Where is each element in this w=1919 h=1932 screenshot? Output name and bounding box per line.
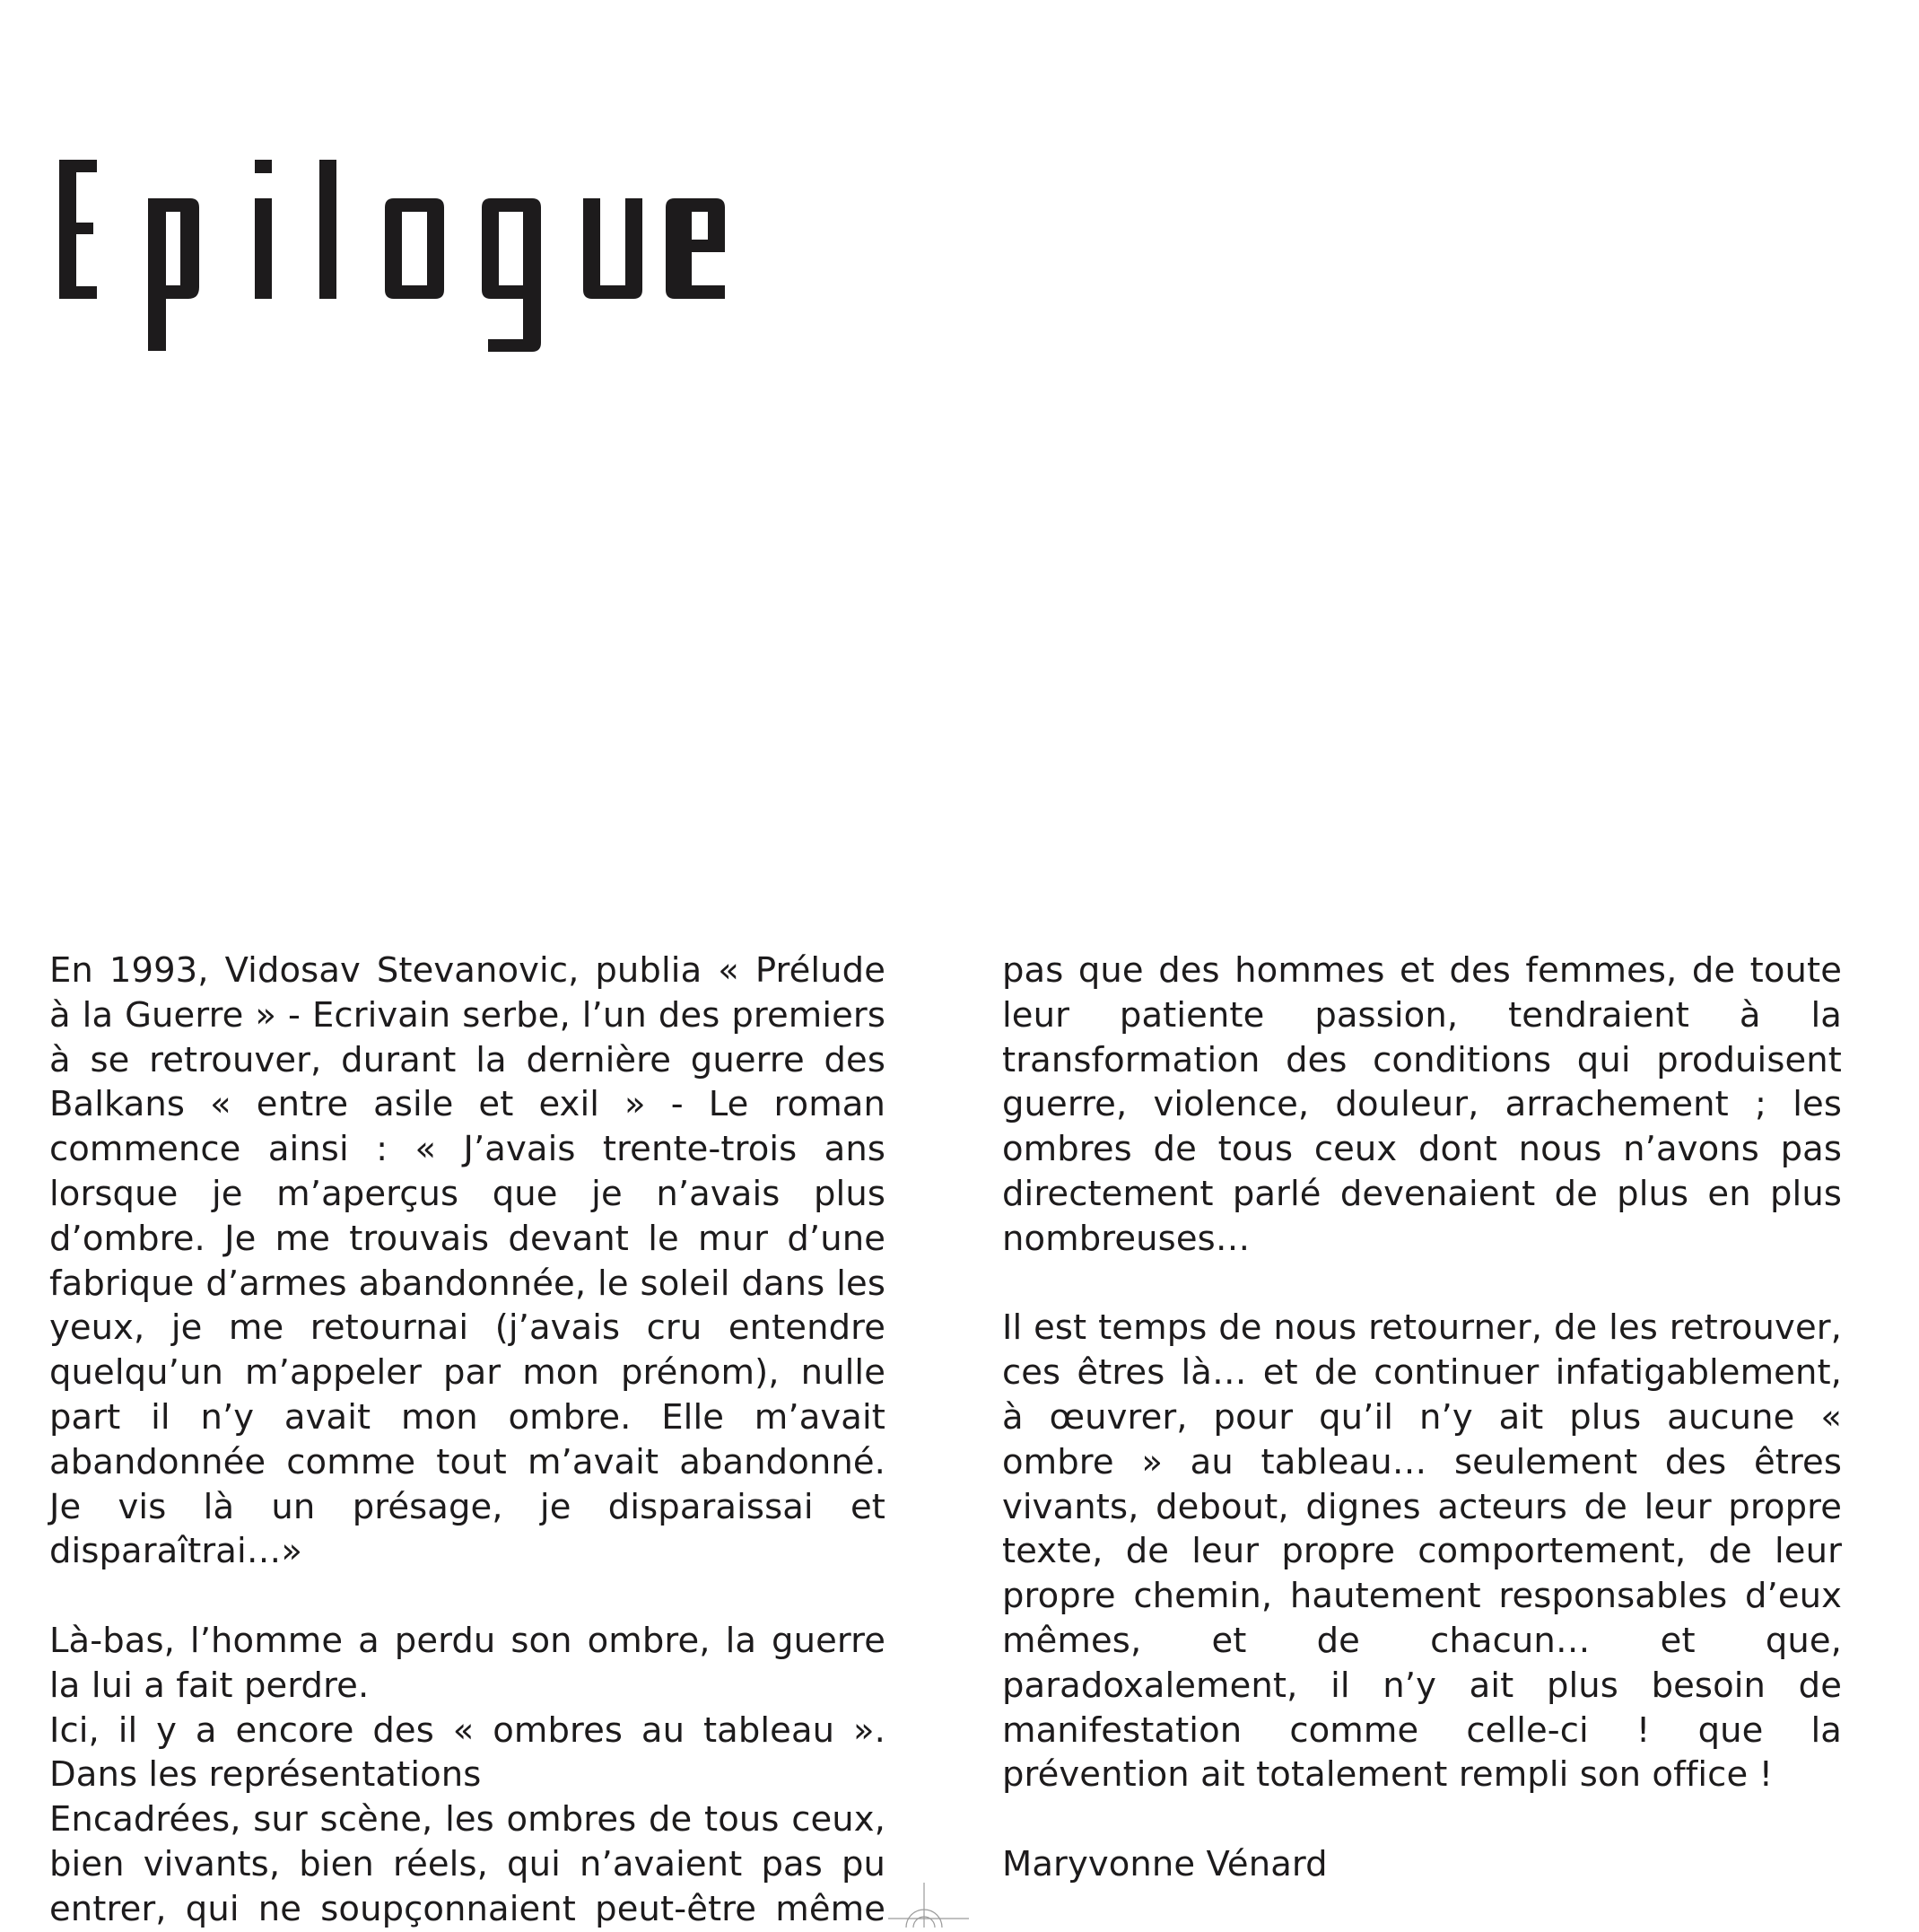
author-signature: Maryvonne Vénard (1002, 1843, 1328, 1884)
left-text-column (49, 949, 885, 1932)
paragraph: pas que des hommes et des femmes, de toute leur patiente passion, tendraient à la transformation des conditions qui produisent guerre, violence, douleur, arrachement ; les ombres de tous ceux dont nous n’avons pas directement parlé devenaient de plus en plus nombreuses… (1002, 950, 1842, 1259)
page-title (52, 151, 734, 366)
paragraph: Là-bas, l’homme a perdu son ombre, la guerre la lui a fait perdre. (49, 1620, 885, 1706)
title-lettering (52, 151, 734, 366)
paragraph: En 1993, Vidosav Stevanovic, publia « Prélude à la Guerre » - Ecrivain serbe, l’un des premiers à se retrouver, durant la dernière guerre des Balkans « entre asile et exil » - Le roman commence ainsi : « J’avais trente-trois ans lorsque je m’aperçus que je n’avais plus d’ombre. Je me trouvais devant le mur d’une fabrique d’armes abandonnée, le soleil dans les yeux, je me retournai (j’avais cru entendre quelqu’un m’appeler par mon prénom), nulle part il n’y avait mon ombre. Elle m’avait abandonnée comme tout m’avait abandonné. Je vis là un présage, je disparaissai et disparaîtrai…» (49, 950, 885, 1572)
right-text-column (1002, 949, 1842, 1887)
registration-mark-icon (884, 1875, 973, 1928)
paragraph: Ici, il y a encore des « ombres au tableau ». Dans les représentations (49, 1709, 885, 1796)
paragraph: Il est temps de nous retourner, de les retrouver, ces êtres là… et de continuer infatigablement, à œuvrer, pour qu’il n’y ait plus aucune « ombre » au tableau… seulement des êtres vivants, debout, dignes acteurs de leur propre texte, de leur propre comportement, de leur propre chemin, hautement responsables d’eux mêmes, et de chacun… et que, paradoxalement, il n’y ait plus besoin de manifestation comme celle-ci ! que la prévention ait totalement rempli son office ! (1002, 1307, 1842, 1796)
paragraph: Encadrées, sur scène, les ombres de tous ceux, bien vivants, bien réels, qui n’avaient pas pu entrer, qui ne soupçonnaient peut-être même (49, 1799, 885, 1929)
